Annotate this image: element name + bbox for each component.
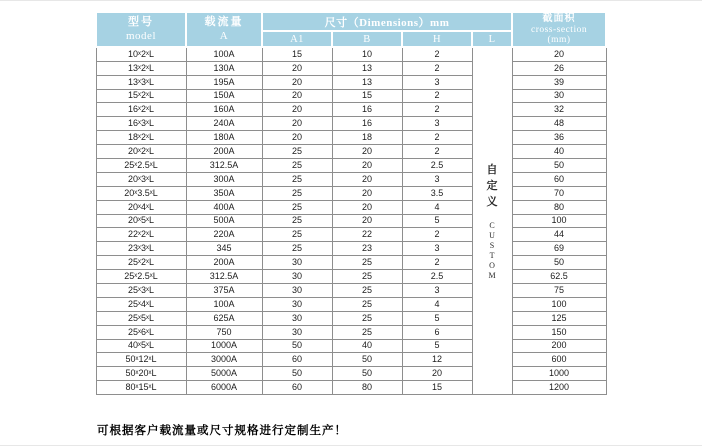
h-cell: 2 bbox=[402, 61, 472, 75]
h-cell: 2.5 bbox=[402, 270, 472, 284]
model-cell: 25ˣ4ˣL bbox=[96, 297, 186, 311]
b-cell: 25 bbox=[332, 270, 402, 284]
a1-cell: 25 bbox=[262, 200, 332, 214]
header-cross-zh: 截面积 bbox=[542, 13, 576, 24]
h-cell: 5 bbox=[402, 214, 472, 228]
b-cell: 50 bbox=[332, 367, 402, 381]
model-cell: 16ˣ2ˣL bbox=[96, 103, 186, 117]
table-row bbox=[96, 200, 606, 214]
cross-section-cell: 70 bbox=[512, 186, 606, 200]
table-row bbox=[96, 89, 606, 103]
current-cell: 500A bbox=[186, 214, 262, 228]
b-cell: 15 bbox=[332, 89, 402, 103]
table-row bbox=[96, 158, 606, 172]
h-cell: 4 bbox=[402, 200, 472, 214]
header-cross-unit: (mm) bbox=[547, 35, 571, 46]
current-cell: 3000A bbox=[186, 353, 262, 367]
h-cell: 6 bbox=[402, 325, 472, 339]
table-row bbox=[96, 117, 606, 131]
current-cell: 400A bbox=[186, 200, 262, 214]
cross-section-cell: 39 bbox=[512, 75, 606, 89]
current-cell: 100A bbox=[186, 297, 262, 311]
current-cell: 312.5A bbox=[186, 158, 262, 172]
custom-label-en: C U S T O M bbox=[488, 221, 496, 281]
a1-cell: 60 bbox=[262, 353, 332, 367]
table-row bbox=[96, 367, 606, 381]
table-row bbox=[96, 283, 606, 297]
current-cell: 6000A bbox=[186, 381, 262, 395]
b-cell: 25 bbox=[332, 256, 402, 270]
b-cell: 80 bbox=[332, 381, 402, 395]
table-row bbox=[96, 339, 606, 353]
h-cell: 2 bbox=[402, 103, 472, 117]
current-cell: 350A bbox=[186, 186, 262, 200]
a1-cell: 20 bbox=[262, 131, 332, 145]
current-cell: 625A bbox=[186, 311, 262, 325]
current-cell: 100A bbox=[186, 47, 262, 61]
header-sub-h: H bbox=[402, 31, 472, 47]
a1-cell: 25 bbox=[262, 186, 332, 200]
model-cell: 20ˣ5ˣL bbox=[96, 214, 186, 228]
h-cell: 5 bbox=[402, 311, 472, 325]
table-row bbox=[96, 103, 606, 117]
model-cell: 20ˣ2ˣL bbox=[96, 145, 186, 159]
a1-cell: 50 bbox=[262, 339, 332, 353]
b-cell: 23 bbox=[332, 242, 402, 256]
h-cell: 3 bbox=[402, 242, 472, 256]
h-cell: 3 bbox=[402, 117, 472, 131]
model-cell: 13ˣ2ˣL bbox=[96, 61, 186, 75]
current-cell: 200A bbox=[186, 256, 262, 270]
header-current-zh: 载流量 bbox=[204, 16, 244, 29]
header-sub-b: B bbox=[332, 31, 402, 47]
a1-cell: 15 bbox=[262, 47, 332, 61]
model-cell: 22ˣ2ˣL bbox=[96, 228, 186, 242]
h-cell: 15 bbox=[402, 381, 472, 395]
h-cell: 3 bbox=[402, 172, 472, 186]
cross-section-cell: 40 bbox=[512, 145, 606, 159]
h-cell: 2 bbox=[402, 256, 472, 270]
cross-section-cell: 1000 bbox=[512, 367, 606, 381]
cross-section-cell: 36 bbox=[512, 131, 606, 145]
table-row bbox=[96, 47, 606, 61]
a1-cell: 20 bbox=[262, 89, 332, 103]
b-cell: 20 bbox=[332, 200, 402, 214]
b-cell: 18 bbox=[332, 131, 402, 145]
b-cell: 13 bbox=[332, 61, 402, 75]
cross-section-cell: 44 bbox=[512, 228, 606, 242]
b-cell: 20 bbox=[332, 172, 402, 186]
header-sub-a1: A1 bbox=[262, 31, 332, 47]
header-dimensions: 尺寸（Dimensions）mm bbox=[262, 12, 512, 31]
a1-cell: 25 bbox=[262, 242, 332, 256]
header-model bbox=[96, 12, 186, 47]
a1-cell: 25 bbox=[262, 228, 332, 242]
table-row bbox=[96, 311, 606, 325]
header-model-zh: 型号 bbox=[128, 16, 154, 29]
a1-cell: 30 bbox=[262, 325, 332, 339]
h-cell: 2 bbox=[402, 145, 472, 159]
current-cell: 130A bbox=[186, 61, 262, 75]
current-cell: 375A bbox=[186, 283, 262, 297]
header-cross-en: cross-section bbox=[530, 24, 588, 35]
b-cell: 16 bbox=[332, 117, 402, 131]
cross-section-cell: 30 bbox=[512, 89, 606, 103]
b-cell: 20 bbox=[332, 145, 402, 159]
model-cell: 20ˣ4ˣL bbox=[96, 200, 186, 214]
a1-cell: 20 bbox=[262, 75, 332, 89]
cross-section-cell: 100 bbox=[512, 297, 606, 311]
h-cell: 3 bbox=[402, 283, 472, 297]
model-cell: 25ˣ2.5ˣL bbox=[96, 270, 186, 284]
header-current-en: A bbox=[219, 29, 229, 42]
cross-section-cell: 80 bbox=[512, 200, 606, 214]
h-cell: 2 bbox=[402, 89, 472, 103]
cross-section-cell: 600 bbox=[512, 353, 606, 367]
table-row bbox=[96, 75, 606, 89]
table-row bbox=[96, 145, 606, 159]
model-cell: 20ˣ3.5ˣL bbox=[96, 186, 186, 200]
table-row bbox=[96, 242, 606, 256]
model-cell: 25ˣ3ˣL bbox=[96, 283, 186, 297]
model-cell: 50ˣ12ˣL bbox=[96, 353, 186, 367]
b-cell: 13 bbox=[332, 75, 402, 89]
a1-cell: 25 bbox=[262, 145, 332, 159]
cross-section-cell: 69 bbox=[512, 242, 606, 256]
a1-cell: 25 bbox=[262, 172, 332, 186]
model-cell: 25ˣ5ˣL bbox=[96, 311, 186, 325]
model-cell: 80ˣ15ˣL bbox=[96, 381, 186, 395]
current-cell: 160A bbox=[186, 103, 262, 117]
b-cell: 25 bbox=[332, 311, 402, 325]
current-cell: 1000A bbox=[186, 339, 262, 353]
table-row bbox=[96, 325, 606, 339]
h-cell: 2 bbox=[402, 131, 472, 145]
current-cell: 5000A bbox=[186, 367, 262, 381]
spec-table bbox=[95, 11, 607, 395]
b-cell: 25 bbox=[332, 297, 402, 311]
cross-section-cell: 200 bbox=[512, 339, 606, 353]
a1-cell: 30 bbox=[262, 256, 332, 270]
model-cell: 50ˣ20ˣL bbox=[96, 367, 186, 381]
header-model-en: model bbox=[126, 29, 156, 42]
a1-cell: 60 bbox=[262, 381, 332, 395]
model-cell: 16ˣ3ˣL bbox=[96, 117, 186, 131]
a1-cell: 20 bbox=[262, 103, 332, 117]
cross-section-cell: 125 bbox=[512, 311, 606, 325]
a1-cell: 30 bbox=[262, 283, 332, 297]
header-current bbox=[186, 12, 262, 47]
model-cell: 15ˣ2ˣL bbox=[96, 89, 186, 103]
b-cell: 22 bbox=[332, 228, 402, 242]
table-row bbox=[96, 381, 606, 395]
b-cell: 25 bbox=[332, 325, 402, 339]
current-cell: 150A bbox=[186, 89, 262, 103]
table-row bbox=[96, 172, 606, 186]
model-cell: 18ˣ2ˣL bbox=[96, 131, 186, 145]
b-cell: 25 bbox=[332, 283, 402, 297]
cross-section-cell: 20 bbox=[512, 47, 606, 61]
b-cell: 10 bbox=[332, 47, 402, 61]
cross-section-cell: 48 bbox=[512, 117, 606, 131]
table-row bbox=[96, 256, 606, 270]
current-cell: 312.5A bbox=[186, 270, 262, 284]
custom-length-cell bbox=[472, 47, 512, 394]
current-cell: 180A bbox=[186, 131, 262, 145]
a1-cell: 30 bbox=[262, 270, 332, 284]
table-row bbox=[96, 214, 606, 228]
table-row bbox=[96, 61, 606, 75]
a1-cell: 25 bbox=[262, 158, 332, 172]
model-cell: 25ˣ2ˣL bbox=[96, 256, 186, 270]
header-cross-section bbox=[512, 12, 606, 47]
h-cell: 4 bbox=[402, 297, 472, 311]
model-cell: 23ˣ3ˣL bbox=[96, 242, 186, 256]
model-cell: 25ˣ2.5ˣL bbox=[96, 158, 186, 172]
cross-section-cell: 1200 bbox=[512, 381, 606, 395]
table-row bbox=[96, 297, 606, 311]
cross-section-cell: 75 bbox=[512, 283, 606, 297]
a1-cell: 30 bbox=[262, 297, 332, 311]
cross-section-cell: 32 bbox=[512, 103, 606, 117]
model-cell: 13ˣ3ˣL bbox=[96, 75, 186, 89]
h-cell: 12 bbox=[402, 353, 472, 367]
a1-cell: 20 bbox=[262, 61, 332, 75]
custom-production-note: 可根据客户载流量或尺寸规格进行定制生产！ bbox=[97, 425, 347, 437]
table-row bbox=[96, 186, 606, 200]
a1-cell: 50 bbox=[262, 367, 332, 381]
h-cell: 2 bbox=[402, 228, 472, 242]
spec-table-body bbox=[96, 47, 606, 394]
b-cell: 20 bbox=[332, 186, 402, 200]
table-row bbox=[96, 228, 606, 242]
current-cell: 240A bbox=[186, 117, 262, 131]
b-cell: 20 bbox=[332, 158, 402, 172]
a1-cell: 25 bbox=[262, 214, 332, 228]
model-cell: 10ˣ2ˣL bbox=[96, 47, 186, 61]
cross-section-cell: 100 bbox=[512, 214, 606, 228]
cross-section-cell: 150 bbox=[512, 325, 606, 339]
model-cell: 25ˣ6ˣL bbox=[96, 325, 186, 339]
model-cell: 40ˣ5ˣL bbox=[96, 339, 186, 353]
b-cell: 50 bbox=[332, 353, 402, 367]
h-cell: 2 bbox=[402, 47, 472, 61]
a1-cell: 20 bbox=[262, 117, 332, 131]
h-cell: 3 bbox=[402, 75, 472, 89]
current-cell: 220A bbox=[186, 228, 262, 242]
current-cell: 200A bbox=[186, 145, 262, 159]
cross-section-cell: 60 bbox=[512, 172, 606, 186]
cross-section-cell: 62.5 bbox=[512, 270, 606, 284]
model-cell: 20ˣ3ˣL bbox=[96, 172, 186, 186]
current-cell: 195A bbox=[186, 75, 262, 89]
h-cell: 5 bbox=[402, 339, 472, 353]
cross-section-cell: 50 bbox=[512, 256, 606, 270]
h-cell: 2.5 bbox=[402, 158, 472, 172]
table-row bbox=[96, 131, 606, 145]
h-cell: 3.5 bbox=[402, 186, 472, 200]
h-cell: 20 bbox=[402, 367, 472, 381]
b-cell: 40 bbox=[332, 339, 402, 353]
b-cell: 16 bbox=[332, 103, 402, 117]
spec-table-header bbox=[96, 12, 606, 47]
table-row bbox=[96, 270, 606, 284]
a1-cell: 30 bbox=[262, 311, 332, 325]
current-cell: 750 bbox=[186, 325, 262, 339]
current-cell: 300A bbox=[186, 172, 262, 186]
b-cell: 20 bbox=[332, 214, 402, 228]
cross-section-cell: 50 bbox=[512, 158, 606, 172]
header-sub-l: L bbox=[472, 31, 512, 47]
custom-label-zh: 自 定 义 bbox=[486, 164, 498, 209]
current-cell: 345 bbox=[186, 242, 262, 256]
table-row bbox=[96, 353, 606, 367]
cross-section-cell: 26 bbox=[512, 61, 606, 75]
